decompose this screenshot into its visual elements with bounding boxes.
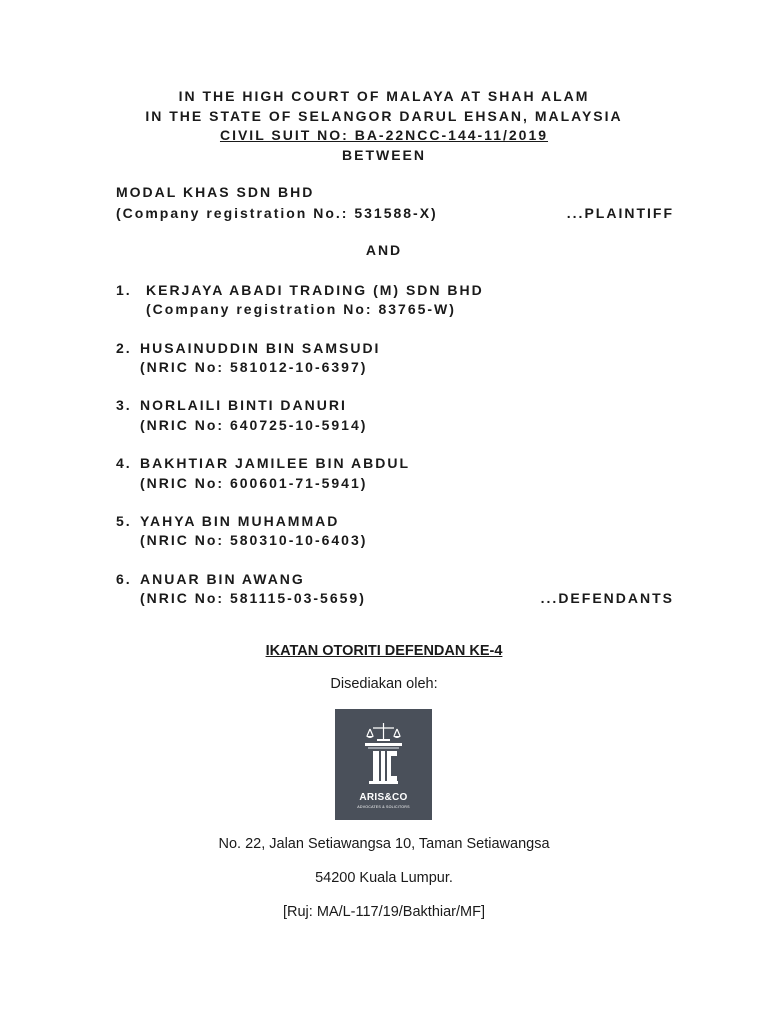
defendant-name: YAHYA BIN MUHAMMAD [140,513,340,529]
defendant-number: 2. [116,340,132,356]
defendant-name: ANUAR BIN AWANG [140,571,305,587]
firm-logo [335,709,432,820]
defendant-id: (NRIC No: 581115-03-5659) [140,590,366,606]
scales-of-justice-pillar-icon [335,709,432,820]
logo-firm-name: ARIS&CO [359,792,408,803]
prepared-by: Disediakan oleh: [330,676,438,692]
defendant-name: KERJAYA ABADI TRADING (M) SDN BHD [146,282,484,298]
plaintiff-role: ...PLAINTIFF [566,205,674,221]
defendant-id: (NRIC No: 640725-10-5914) [140,417,368,433]
bundle-title: IKATAN OTORITI DEFENDAN KE-4 [265,643,503,659]
defendant-number: 6. [116,571,132,587]
defendant-id: (NRIC No: 600601-71-5941) [140,475,368,491]
plaintiff-registration: (Company registration No.: 531588-X) [116,205,438,221]
defendant-number: 1. [116,282,132,298]
between-label: BETWEEN [342,147,426,163]
suit-number: CIVIL SUIT NO: BA-22NCC-144-11/2019 [219,127,549,143]
defendant-number: 4. [116,455,132,471]
defendant-name: NORLAILI BINTI DANURI [140,397,347,413]
logo-tagline: ADVOCATES & SOLICITORS [357,805,410,809]
defendant-name: HUSAINUDDIN BIN SAMSUDI [140,340,381,356]
plaintiff-name: MODAL KHAS SDN BHD [116,184,315,200]
reference-number: [Ruj: MA/L-117/19/Bakthiar/MF] [282,904,485,920]
defendant-id: (Company registration No: 83765-W) [146,301,456,317]
address-line-2: 54200 Kuala Lumpur. [315,870,453,886]
defendant-number: 5. [116,513,132,529]
court-title: IN THE HIGH COURT OF MALAYA AT SHAH ALAM [178,88,590,104]
defendants-role: ...DEFENDANTS [540,590,674,606]
court-state: IN THE STATE OF SELANGOR DARUL EHSAN, MALAYSIA [145,108,623,124]
defendant-number: 3. [116,397,132,413]
address-line-1: No. 22, Jalan Setiawangsa 10, Taman Setiawangsa [218,836,550,852]
defendant-id: (NRIC No: 580310-10-6403) [140,532,368,548]
bundle-title-line [0,643,768,659]
defendant-name: BAKHTIAR JAMILEE BIN ABDUL [140,455,411,471]
and-label: AND [365,242,403,258]
suit-number-line [0,127,768,143]
defendant-id: (NRIC No: 581012-10-6397) [140,359,368,375]
